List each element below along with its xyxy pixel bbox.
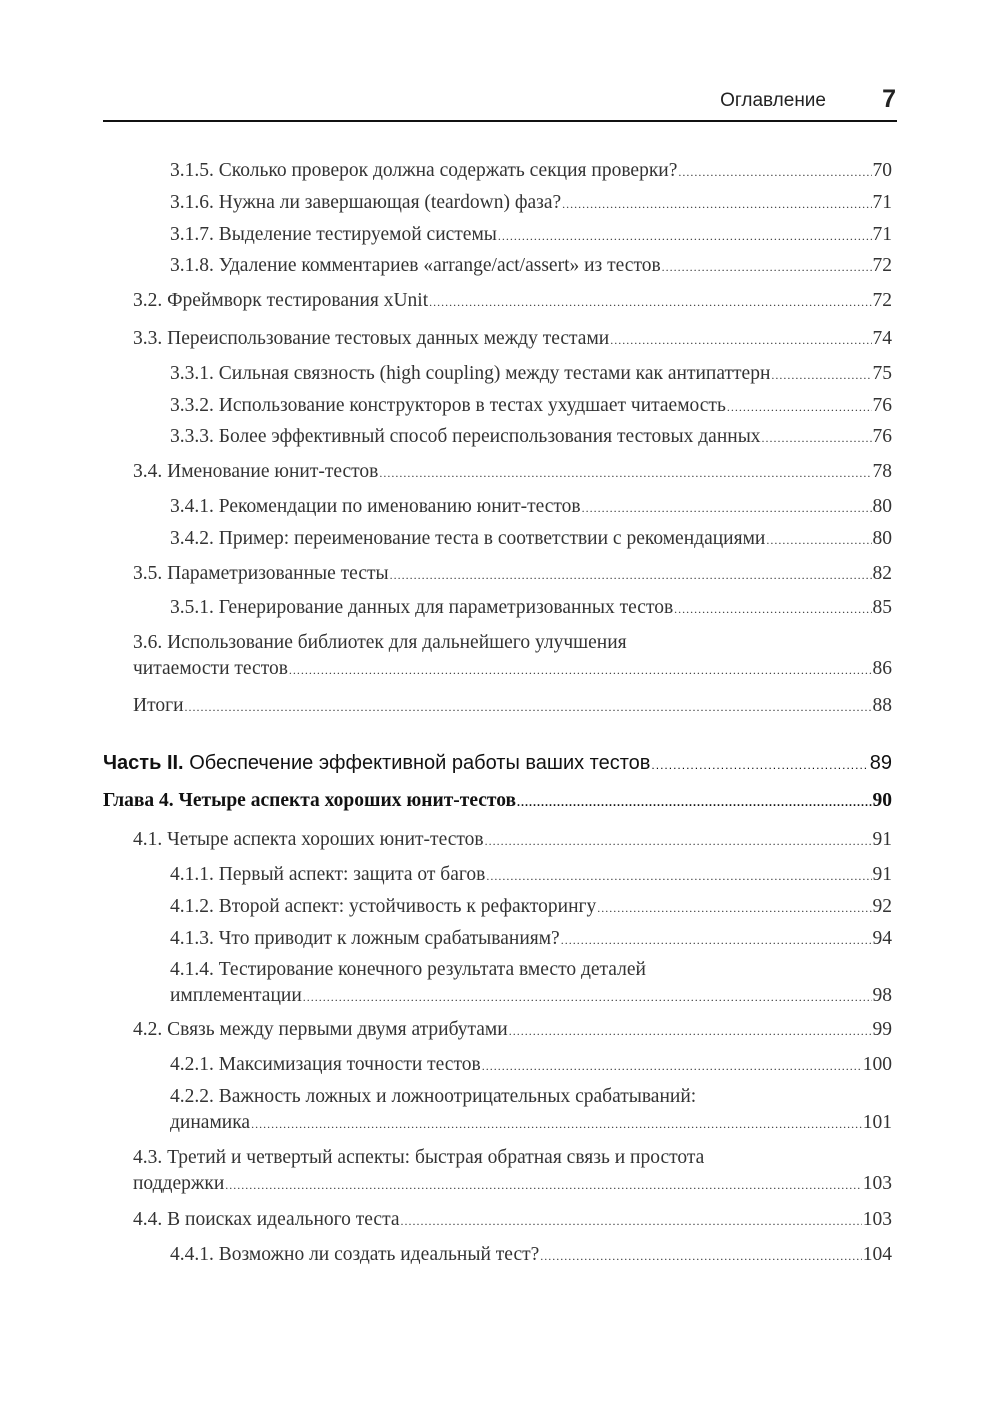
entry-title: 4.2. Связь между первыми двумя атрибутами	[133, 1019, 508, 1040]
dot-leader	[727, 394, 872, 420]
entry-title: имплементации	[170, 985, 302, 1006]
dot-leader	[486, 863, 871, 889]
toc-entry[interactable]	[133, 630, 892, 683]
toc-entry[interactable]	[133, 693, 892, 720]
entry-title: 3.3.2. Использование конструкторов в тестах ухудшает читаемость	[170, 395, 726, 416]
entry-page-number: 80	[872, 496, 892, 517]
dot-leader	[517, 789, 871, 815]
toc-entry[interactable]	[133, 288, 892, 315]
toc-entry[interactable]	[170, 222, 892, 249]
dot-leader	[766, 527, 871, 553]
header-rule	[103, 120, 897, 122]
toc-entry[interactable]	[170, 393, 892, 420]
entry-page-number: 78	[872, 461, 892, 482]
dot-leader	[289, 657, 872, 683]
entry-title: 3.5. Параметризованные тесты	[133, 563, 389, 584]
entry-title: поддержки	[133, 1173, 225, 1194]
entry-page-number: 92	[872, 896, 892, 917]
toc-entry[interactable]	[133, 561, 892, 588]
toc-entry[interactable]	[170, 926, 892, 953]
toc-entry[interactable]	[170, 894, 892, 921]
dot-leader	[674, 596, 871, 622]
entry-page-number: 72	[872, 290, 892, 311]
entry-page-number: 71	[872, 224, 892, 245]
entry-page-number: 85	[872, 597, 892, 618]
entry-page-number: 75	[872, 363, 892, 384]
entry-page-number: 82	[872, 563, 892, 584]
toc-entry[interactable]	[170, 1084, 892, 1137]
toc-entry[interactable]	[170, 595, 892, 622]
toc-entry[interactable]	[103, 750, 892, 778]
toc-entry[interactable]	[170, 526, 892, 553]
entry-page-number: 74	[872, 328, 892, 349]
toc-entry[interactable]	[170, 361, 892, 388]
dot-leader	[562, 191, 871, 217]
part-label: Часть II.	[103, 752, 184, 774]
toc-entry[interactable]	[170, 190, 892, 217]
dot-leader	[185, 694, 872, 720]
dot-leader	[651, 752, 868, 778]
entry-title: 3.4.1. Рекомендации по именованию юнит-тестов	[170, 496, 581, 517]
entry-title: 3.6. Использование библиотек для дальнейшего улучшения	[133, 632, 627, 653]
dot-leader	[251, 1111, 862, 1137]
entry-title: 4.1.2. Второй аспект: устойчивость к рефакторингу	[170, 896, 597, 917]
dot-leader	[390, 562, 872, 588]
entry-page-number: 88	[872, 695, 892, 716]
page-number: 7	[882, 85, 896, 113]
part-title: Обеспечение эффективной работы ваших тестов	[189, 752, 651, 774]
entry-title: 4.1.4. Тестирование конечного результата вместо деталей	[170, 959, 646, 980]
entry-page-number: 71	[872, 192, 892, 213]
dot-leader	[485, 828, 872, 854]
toc-entry[interactable]	[170, 253, 892, 280]
toc-entry[interactable]	[170, 1242, 892, 1269]
entry-page-number: 101	[862, 1112, 892, 1133]
dot-leader	[678, 159, 871, 185]
dot-leader	[540, 1243, 861, 1269]
entry-title: 4.1. Четыре аспекта хороших юнит-тестов	[133, 829, 484, 850]
entry-page-number: 89	[869, 752, 892, 774]
entry-page-number: 91	[872, 829, 892, 850]
toc-entry[interactable]	[170, 1052, 892, 1079]
entry-title: 4.2.2. Важность ложных и ложноотрицательных срабатываний:	[170, 1086, 697, 1107]
entry-page-number: 91	[872, 864, 892, 885]
dot-leader	[429, 289, 871, 315]
entry-page-number: 76	[872, 426, 892, 447]
dot-leader	[509, 1018, 872, 1044]
dot-leader	[482, 1053, 862, 1079]
entry-page-number: 103	[862, 1173, 892, 1194]
entry-title: 4.3. Третий и четвертый аспекты: быстрая обратная связь и простота	[133, 1147, 705, 1168]
toc-entry[interactable]	[103, 788, 892, 815]
entry-page-number: 86	[872, 658, 892, 679]
entry-page-number: 100	[862, 1054, 892, 1075]
entry-page-number: 76	[872, 395, 892, 416]
toc-entry[interactable]	[133, 827, 892, 854]
dot-leader	[762, 425, 872, 451]
entry-title: 3.4. Именование юнит-тестов	[133, 461, 379, 482]
toc-entry[interactable]	[133, 1017, 892, 1044]
toc-entry[interactable]	[170, 158, 892, 185]
toc-entry[interactable]	[170, 957, 892, 1010]
toc-entry[interactable]	[133, 326, 892, 353]
entry-title: 4.4. В поисках идеального теста	[133, 1209, 400, 1230]
toc-entry[interactable]	[170, 494, 892, 521]
entry-page-number: 72	[872, 255, 892, 276]
entry-title: Глава 4. Четыре аспекта хороших юнит-тестов	[103, 790, 517, 811]
entry-title: 4.1.1. Первый аспект: защита от багов	[170, 864, 486, 885]
toc-entry[interactable]	[133, 1207, 892, 1234]
toc-entry[interactable]	[170, 862, 892, 889]
toc-entry[interactable]	[133, 459, 892, 486]
entry-title: 3.5.1. Генерирование данных для параметризованных тестов	[170, 597, 674, 618]
entry-title: 3.1.5. Сколько проверок должна содержать секция проверки?	[170, 160, 678, 181]
entry-title: 4.1.3. Что приводит к ложным срабатываниям?	[170, 928, 560, 949]
entry-title: читаемости тестов	[133, 658, 288, 679]
dot-leader	[498, 223, 872, 249]
dot-leader	[401, 1208, 862, 1234]
entry-page-number: 70	[872, 160, 892, 181]
entry-page-number: 98	[872, 985, 892, 1006]
entry-title: 3.1.7. Выделение тестируемой системы	[170, 224, 497, 245]
dot-leader	[561, 927, 872, 953]
entry-title: 3.1.6. Нужна ли завершающая (teardown) фаза?	[170, 192, 562, 213]
entry-title: 3.1.8. Удаление комментариев «arrange/act/assert» из тестов	[170, 255, 661, 276]
entry-title: 3.4.2. Пример: переименование теста в соответствии с рекомендациями	[170, 528, 766, 549]
entry-title: Итоги	[133, 695, 184, 716]
entry-title: 3.3.3. Более эффективный способ переиспользования тестовых данных	[170, 426, 761, 447]
dot-leader	[771, 362, 871, 388]
entry-title: 4.2.1. Максимизация точности тестов	[170, 1054, 481, 1075]
running-header-title: Оглавление	[720, 90, 826, 111]
entry-page-number: 104	[862, 1244, 892, 1265]
entry-page-number: 99	[872, 1019, 892, 1040]
entry-page-number: 94	[872, 928, 892, 949]
entry-page-number: 80	[872, 528, 892, 549]
entry-title: 3.3.1. Сильная связность (high coupling) между тестами как антипаттерн	[170, 363, 771, 384]
entry-title: динамика	[170, 1112, 251, 1133]
entry-page-number: 90	[872, 790, 892, 811]
toc-entry[interactable]	[170, 424, 892, 451]
dot-leader	[597, 895, 871, 921]
dot-leader	[379, 460, 871, 486]
dot-leader	[662, 254, 872, 280]
dot-leader	[610, 327, 871, 353]
entry-page-number: 103	[862, 1209, 892, 1230]
dot-leader	[303, 984, 872, 1010]
dot-leader	[582, 495, 872, 521]
entry-title: 3.2. Фреймворк тестирования xUnit	[133, 290, 429, 311]
entry-title: 4.4.1. Возможно ли создать идеальный тест?	[170, 1244, 540, 1265]
entry-title: 3.3. Переиспользование тестовых данных между тестами	[133, 328, 610, 349]
toc-entry[interactable]	[133, 1145, 892, 1198]
entry-title	[103, 750, 650, 776]
dot-leader	[225, 1172, 861, 1198]
